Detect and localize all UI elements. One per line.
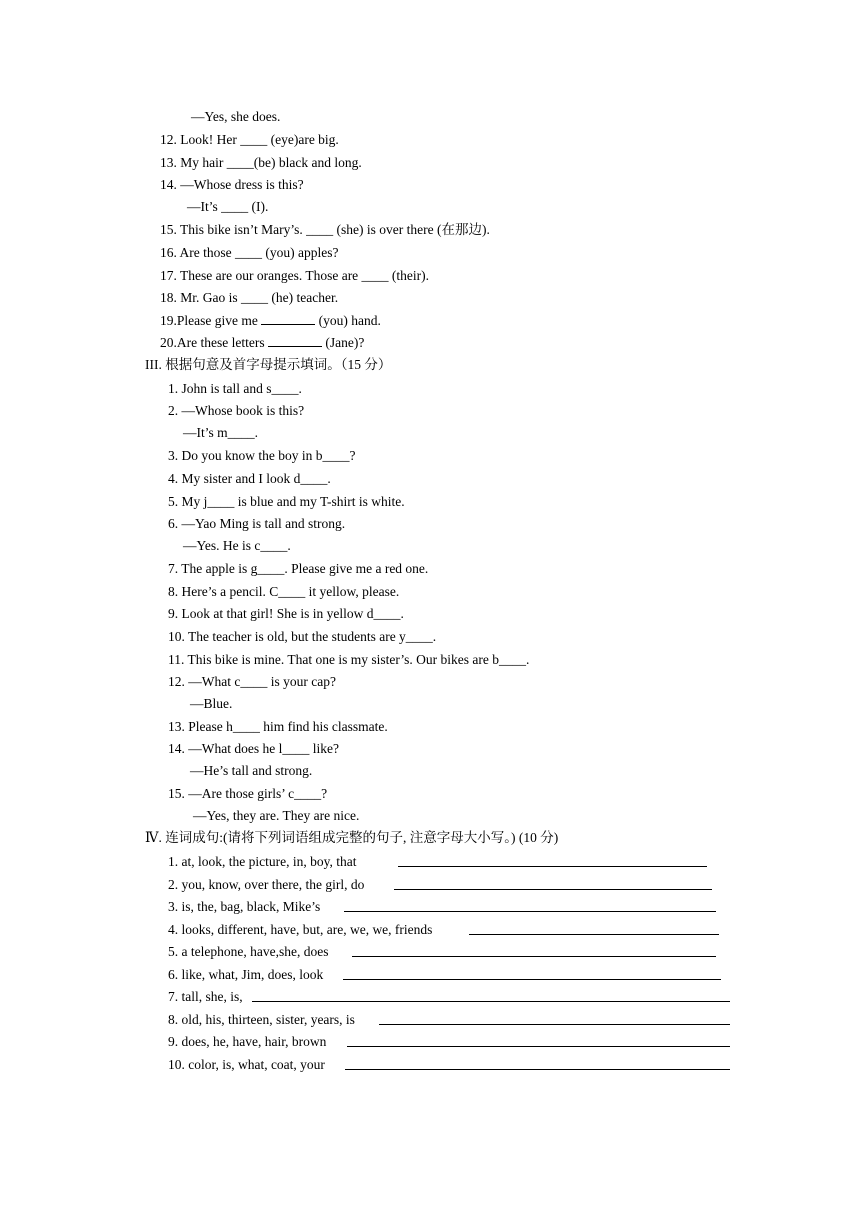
question-3: 3. Do you know the boy in b____? xyxy=(168,448,356,463)
answer-line-4a[interactable] xyxy=(469,934,697,935)
question-19-text: 19.Please give me xyxy=(160,313,262,328)
question-11: 11. This bike is mine. That one is my sister’s. Our bikes are b____. xyxy=(168,652,530,667)
sentence-item-3: 3. is, the, bag, black, Mike’s xyxy=(168,899,321,914)
question-17: 17. These are our oranges. Those are ____ (their). xyxy=(160,268,430,283)
sentence-item-9: 9. does, he, have, hair, brown xyxy=(168,1034,327,1049)
answer-line-9[interactable] xyxy=(347,1046,730,1047)
answer-line-1b[interactable] xyxy=(661,866,707,867)
question-5: 5. My j____ is blue and my T-shirt is white. xyxy=(168,494,405,509)
sentence-item-10: 10. color, is, what, coat, your xyxy=(168,1057,325,1072)
question-12: 12. Look! Her ____ (eye)are big. xyxy=(160,132,339,147)
question-7: 7. The apple is g____. Please give me a red one. xyxy=(168,561,429,576)
question-20-hint: (Jane)? xyxy=(321,335,365,350)
answer-line: —It’s ____ (I). xyxy=(187,199,269,214)
answer-line-3a[interactable] xyxy=(344,911,638,912)
answer-line-5a[interactable] xyxy=(352,956,670,957)
sentence-item-4: 4. looks, different, have, but, are, we, we, friends xyxy=(168,922,433,937)
sentence-item-8: 8. old, his, thirteen, sister, years, is xyxy=(168,1012,355,1027)
question-1: 1. John is tall and s____. xyxy=(168,381,302,396)
answer-line-3b[interactable] xyxy=(638,911,716,912)
question-13: 13. Please h____ him find his classmate. xyxy=(168,719,388,734)
question-20 xyxy=(160,335,364,351)
answer-line-7[interactable] xyxy=(252,1001,730,1002)
question-6: 6. —Yao Ming is tall and strong. xyxy=(168,516,346,531)
question-13: 13. My hair ____(be) black and long. xyxy=(160,155,362,170)
answer-line: —Yes. He is c____. xyxy=(183,538,291,553)
answer-line-2b[interactable] xyxy=(665,889,712,890)
answer-line: —It’s m____. xyxy=(183,425,259,440)
answer-line-8[interactable] xyxy=(379,1024,730,1025)
question-14: 14. —Whose dress is this? xyxy=(160,177,304,192)
sentence-item-7: 7. tall, she, is, xyxy=(168,989,243,1004)
answer-line: —He’s tall and strong. xyxy=(190,763,313,778)
question-4: 4. My sister and I look d____. xyxy=(168,471,331,486)
answer-blank[interactable] xyxy=(268,335,322,347)
answer-line: —Yes, she does. xyxy=(191,109,281,124)
sentence-item-1: 1. at, look, the picture, in, boy, that xyxy=(168,854,357,869)
question-14: 14. —What does he l____ like? xyxy=(168,741,339,756)
sentence-item-5: 5. a telephone, have,she, does xyxy=(168,944,329,959)
question-9: 9. Look at that girl! She is in yellow d____. xyxy=(168,606,404,621)
question-15: 15. —Are those girls’ c____? xyxy=(168,786,328,801)
answer-line-4b[interactable] xyxy=(697,934,719,935)
answer-line-10[interactable] xyxy=(345,1069,730,1070)
answer-line: —Blue. xyxy=(190,696,233,711)
question-18: 18. Mr. Gao is ____ (he) teacher. xyxy=(160,290,339,305)
question-15: 15. This bike isn’t Mary’s. ____ (she) is over there (在那边). xyxy=(160,222,490,237)
section-4-heading: Ⅳ. 连词成句:(请将下列词语组成完整的句子, 注意字母大小写。) (10 分) xyxy=(145,830,559,845)
question-19 xyxy=(160,313,381,329)
sentence-item-6: 6. like, what, Jim, does, look xyxy=(168,967,324,982)
question-10: 10. The teacher is old, but the students are y____. xyxy=(168,629,437,644)
question-12: 12. —What c____ is your cap? xyxy=(168,674,336,689)
answer-line-6[interactable] xyxy=(343,979,721,980)
section-3-heading: III. 根据句意及首字母提示填词。（15 分） xyxy=(145,357,392,372)
question-19-hint: (you) hand. xyxy=(315,313,381,328)
answer-line-2a[interactable] xyxy=(394,889,665,890)
answer-line: —Yes, they are. They are nice. xyxy=(193,808,360,823)
answer-line-1a[interactable] xyxy=(398,866,661,867)
answer-line-5b[interactable] xyxy=(670,956,716,957)
sentence-item-2: 2. you, know, over there, the girl, do xyxy=(168,877,365,892)
question-2: 2. —Whose book is this? xyxy=(168,403,305,418)
question-20-text: 20.Are these letters xyxy=(160,335,268,350)
question-16: 16. Are those ____ (you) apples? xyxy=(160,245,339,260)
answer-blank[interactable] xyxy=(261,313,315,325)
question-8: 8. Here’s a pencil. C____ it yellow, please. xyxy=(168,584,400,599)
